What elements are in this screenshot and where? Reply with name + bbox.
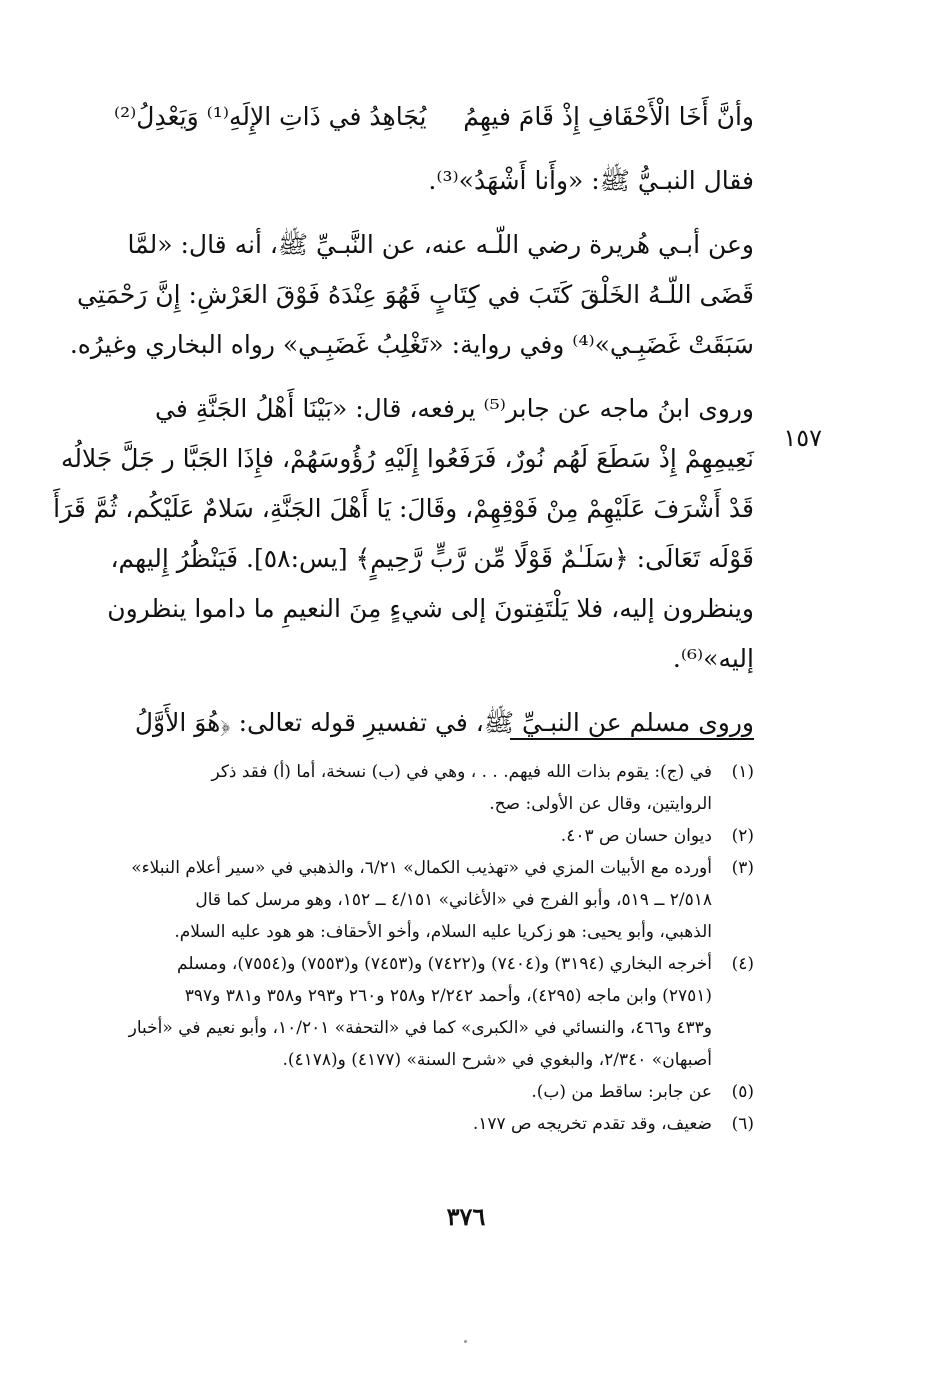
footnote [114,1108,754,1140]
footnote [114,948,754,1076]
text-line: وروى ابنُ ماجه عن جابر⁽⁵⁾ يرفعه، قال: «بَيْنَا أَهْلُ الجَنَّةِ في [155,394,754,423]
footnote-line: ٢/٥١٨ ــ ٥١٩، وأبو الفرج في «الأغاني» ٤/١٥١ ــ ١٥٢، وهو مرسل كما قال [195,890,712,910]
paragraph-4 [114,698,754,748]
footnote-line: الذهبي، وأبو يحيى: هو زكريا عليه السلام، وأخو الأحقاف: هو هود عليه السلام. [174,922,712,942]
footnote-number: (٦) [731,1114,754,1134]
footnote-line: (٢٧٥١) وابن ماجه (٤٢٩٥)، وأحمد ٢/٢٤٢ و٢٥٨ و٢٦٠ و٢٩٣ و٣٥٨ و٣٨١ و٣٩٧ [184,986,712,1006]
paragraph-3 [53,384,754,684]
footnote-text [114,820,712,852]
text-line: وعن أبـي هُريرة رضي اللّـه عنه، عن النَّبـيِّ ﷺ، أنه قال: «لمَّا [127,230,754,259]
footnote-line: أورده مع الأبيات المزي في «تهذيب الكمال» ٦/٢١، والذهبي في «سير أعلام النبلاء» [131,858,712,878]
footnote [114,1076,754,1108]
margin-page-reference: ١٥٧ [783,424,822,452]
footnote-number: (٤) [731,954,754,974]
main-text [53,92,754,748]
text-line: فقال النبـيُّ ﷺ: «وأَنا أَشْهَدُ»⁽³⁾. [428,166,754,195]
footnote [114,852,754,948]
verse-first-hemistich: وأنَّ أَخَا الْأَحْقَافِ إِذْ قَامَ فيهِمُ [463,102,754,131]
footnote-line: و٤٣٣ و٤٦٦، والنسائي في «الكبرى» كما في «التحفة» ١٠/٢٠١، وأبو نعيم في «أخبار [128,1018,712,1038]
footnote-line: ديوان حسان ص ٤٠٣. [560,826,712,846]
footnote-line: ضعيف، وقد تقدم تخريجه ص ١٧٧. [472,1114,712,1134]
footnote [114,820,754,852]
paragraph-2 [69,220,754,370]
verse-second-hemistich: يُجَاهِدُ في ذَاتِ الإِلَهِ⁽¹⁾ وَيَعْدِلُ⁽²⁾ [114,102,427,131]
scan-dot [464,1340,467,1343]
footnote-line: أصبهان» ٢/٣٤٠، والبغوي في «شرح السنة» (٤١٧٧) و(٤١٧٨). [282,1050,712,1070]
footnote-text [114,852,712,948]
page-number: ٣٧٦ [446,1202,486,1231]
footnote-number: (٣) [731,858,754,878]
footnote-line: في (ج): يقوم بذات الله فيهم. . . ، وهي في (ب) نسخة، أما (أ) فقد ذكر [211,762,712,782]
text-line: وروى مسلم عن النبـيِّ ﷺ، في تفسيرِ قوله تعالى: ﴿هُوَ الأَوَّلُ [134,708,754,737]
footnote [114,756,754,820]
footnote-line: عن جابر: ساقط من (ب). [531,1082,712,1102]
footnote-text [114,756,712,820]
text-line: قَوْلَه تَعَالَى: ﴿سَلَـٰمٌ قَوْلًا مِّن رَّبٍّ رَّحِيمٍ﴾ [يس:٥٨]. فَيَنْظُرُ إِليهم، [110,544,754,573]
text-line: نَعِيمِهِمْ إِذْ سَطَعَ لَهُم نُورٌ، فَرَفَعُوا إِلَيْهِ رُؤُوسَهُمْ، فإِذَا الجَبَّا ر جَلَّ جَلالُه [60,444,754,473]
footnote-number: (٢) [731,826,754,846]
footnote-divider [510,738,754,740]
footnote-number: (٥) [731,1082,754,1102]
footnote-text [114,1108,712,1140]
paragraph-1 [114,156,754,206]
text-line: قَضَى اللّـهُ الخَلْقَ كَتَبَ في كِتَابٍ فَهُوَ عِنْدَهُ فَوْقَ العَرْشِ: إِنَّ رَحْمَتِي [76,280,754,309]
poetry-verse [114,92,754,142]
footnote-line: أخرجه البخاري (٣١٩٤) و(٧٤٠٤) و(٧٤٢٢) و(٧٤٥٣) و(٧٥٥٣) و(٧٥٥٤)، ومسلم [177,954,712,974]
footnote-line: الروايتين، وقال عن الأولى: صح. [489,794,712,814]
text-line: قَدْ أَشْرَفَ عَلَيْهِمْ مِنْ فَوْقِهِمْ، وقَالَ: يَا أَهْلَ الجَنَّةِ، سَلامٌ عَلَيْكُم، ثُمَّ قَرَأَ [53,494,754,523]
text-line: وينظرون إليه، فلا يَلْتَفِتونَ إلى شيءٍ مِنَ النعيمِ ما داموا ينظرون [107,594,754,623]
footnote-text [114,1076,712,1108]
footnotes [114,756,754,1140]
footnote-number: (١) [731,762,754,782]
text-line: إليه»⁽⁶⁾. [672,644,754,673]
text-line: سَبَقَتْ غَضَبِـي»⁽⁴⁾ وفي رواية: «تَغْلِبُ غَضَبِـي» رواه البخاري وغيرُه. [69,330,754,359]
footnote-text [114,948,712,1076]
